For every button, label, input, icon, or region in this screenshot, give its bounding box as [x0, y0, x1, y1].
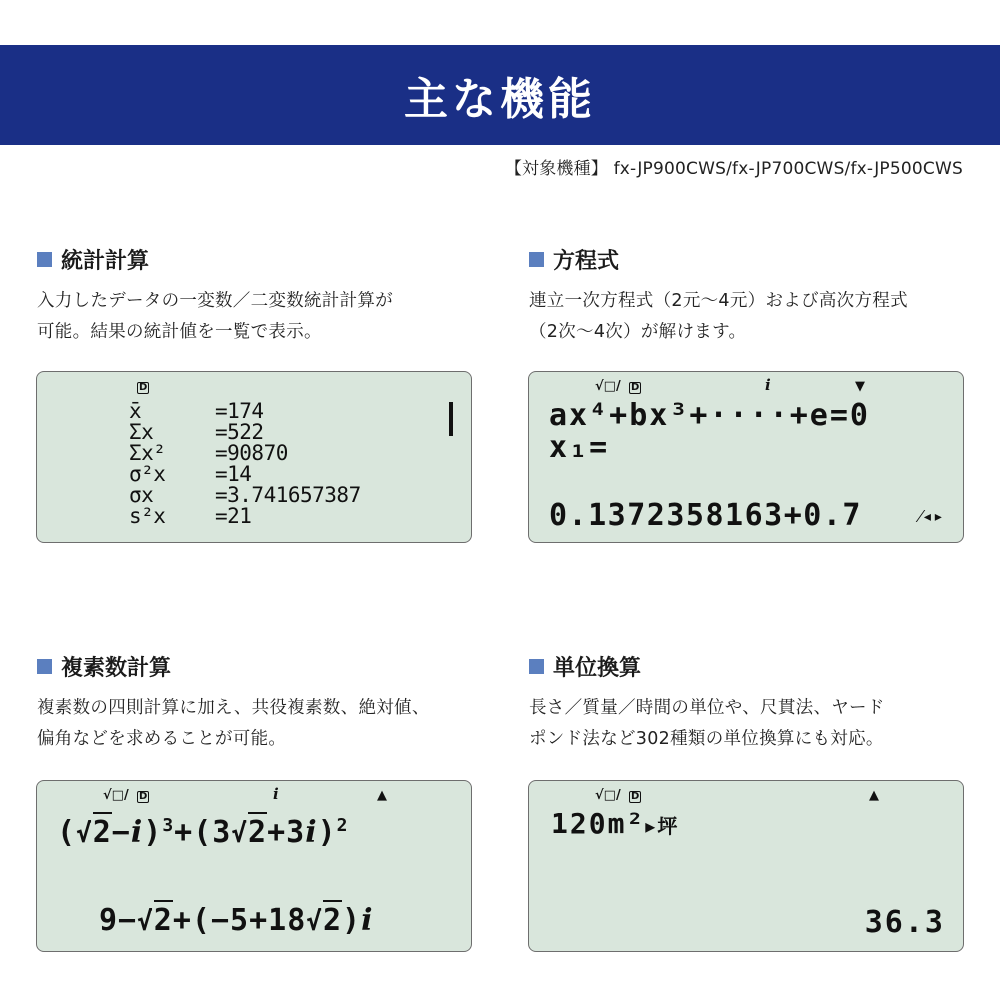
stat-value: =14	[215, 462, 252, 486]
section-description	[37, 286, 477, 348]
square-bullet-icon	[529, 252, 544, 267]
section-title	[37, 651, 477, 681]
stat-label: σx	[129, 483, 154, 507]
equation-form: ax⁴+bx³+····+e=0	[549, 398, 870, 433]
section-title-text: 単位換算	[553, 655, 642, 681]
unit-result: 36.3	[864, 905, 945, 940]
scroll-up-icon: ▲	[377, 788, 387, 803]
desc-line: ポンド法など302種類の単位換算にも対応。	[529, 729, 884, 749]
solution-value: 0.1372358163+0.7	[549, 498, 862, 533]
square-bullet-icon	[37, 659, 52, 674]
square-bullet-icon	[37, 252, 52, 267]
stat-value: =522	[215, 420, 264, 444]
desc-line: （2次〜4次）が解けます。	[529, 322, 747, 342]
complex-result: 9−√2+(−5+18√2)i	[99, 903, 373, 938]
lcd-equation	[528, 371, 964, 543]
section-stats	[37, 244, 477, 348]
stat-value: =21	[215, 504, 252, 528]
more-right-icon: ⁄◂▸	[919, 506, 944, 527]
sqrt-mode-icon: √□/	[103, 788, 129, 803]
section-description	[529, 693, 969, 755]
deg-indicator: D	[139, 791, 148, 802]
header-banner	[0, 45, 1000, 145]
stat-label: s²x	[129, 504, 166, 528]
desc-line: 連立一次方程式（2元〜4元）および高次方程式	[529, 291, 908, 311]
lcd-complex	[36, 780, 472, 952]
section-complex	[37, 651, 477, 755]
deg-indicator: D	[631, 382, 640, 393]
desc-line: 長さ／質量／時間の単位や、尺貫法、ヤード	[529, 698, 885, 718]
stat-value: =90870	[215, 441, 288, 465]
section-title	[529, 651, 969, 681]
deg-indicator: D	[139, 382, 148, 393]
desc-line: 入力したデータの一変数／二変数統計計算が	[37, 291, 393, 311]
sqrt-mode-icon: √□/	[595, 379, 621, 394]
section-description	[37, 693, 477, 755]
sqrt-mode-icon: √□/	[595, 788, 621, 803]
section-equation	[529, 244, 969, 348]
scroll-cursor	[449, 402, 453, 436]
stat-label: Σx	[129, 420, 154, 444]
desc-line: 複素数の四則計算に加え、共役複素数、絶対値、	[37, 698, 430, 718]
section-title-text: 方程式	[553, 248, 620, 274]
stat-label: x̄	[129, 399, 142, 423]
imaginary-indicator: i	[765, 376, 771, 394]
section-units	[529, 651, 969, 755]
section-description	[529, 286, 969, 348]
scroll-up-icon: ▲	[869, 788, 879, 803]
section-title	[37, 244, 477, 274]
stat-label: Σx²	[129, 441, 166, 465]
stat-value: =3.741657387	[215, 483, 361, 507]
square-bullet-icon	[529, 659, 544, 674]
lcd-units	[528, 780, 964, 952]
lcd-stats	[36, 371, 472, 543]
stat-label: σ²x	[129, 462, 166, 486]
scroll-down-icon: ▼	[855, 379, 865, 394]
unit-expression: 120m²▸坪	[551, 807, 680, 840]
solution-label: x₁=	[549, 430, 610, 465]
stat-value: =174	[215, 399, 264, 423]
desc-line: 偏角などを求めることが可能。	[37, 729, 287, 749]
page-title: 主な機能	[404, 74, 596, 125]
imaginary-indicator: i	[273, 785, 279, 803]
section-title-text: 複素数計算	[61, 655, 172, 681]
section-title-text: 統計計算	[61, 248, 150, 274]
complex-expression: $(√2-i)^3+(3√2+3i)^2$	[57, 815, 349, 850]
desc-line: 可能。結果の統計値を一覧で表示。	[37, 322, 322, 342]
target-models: 【対象機種】 fx-JP900CWS/fx-JP700CWS/fx-JP500CWS	[504, 159, 963, 179]
deg-indicator: D	[631, 791, 640, 802]
section-title	[529, 244, 969, 274]
